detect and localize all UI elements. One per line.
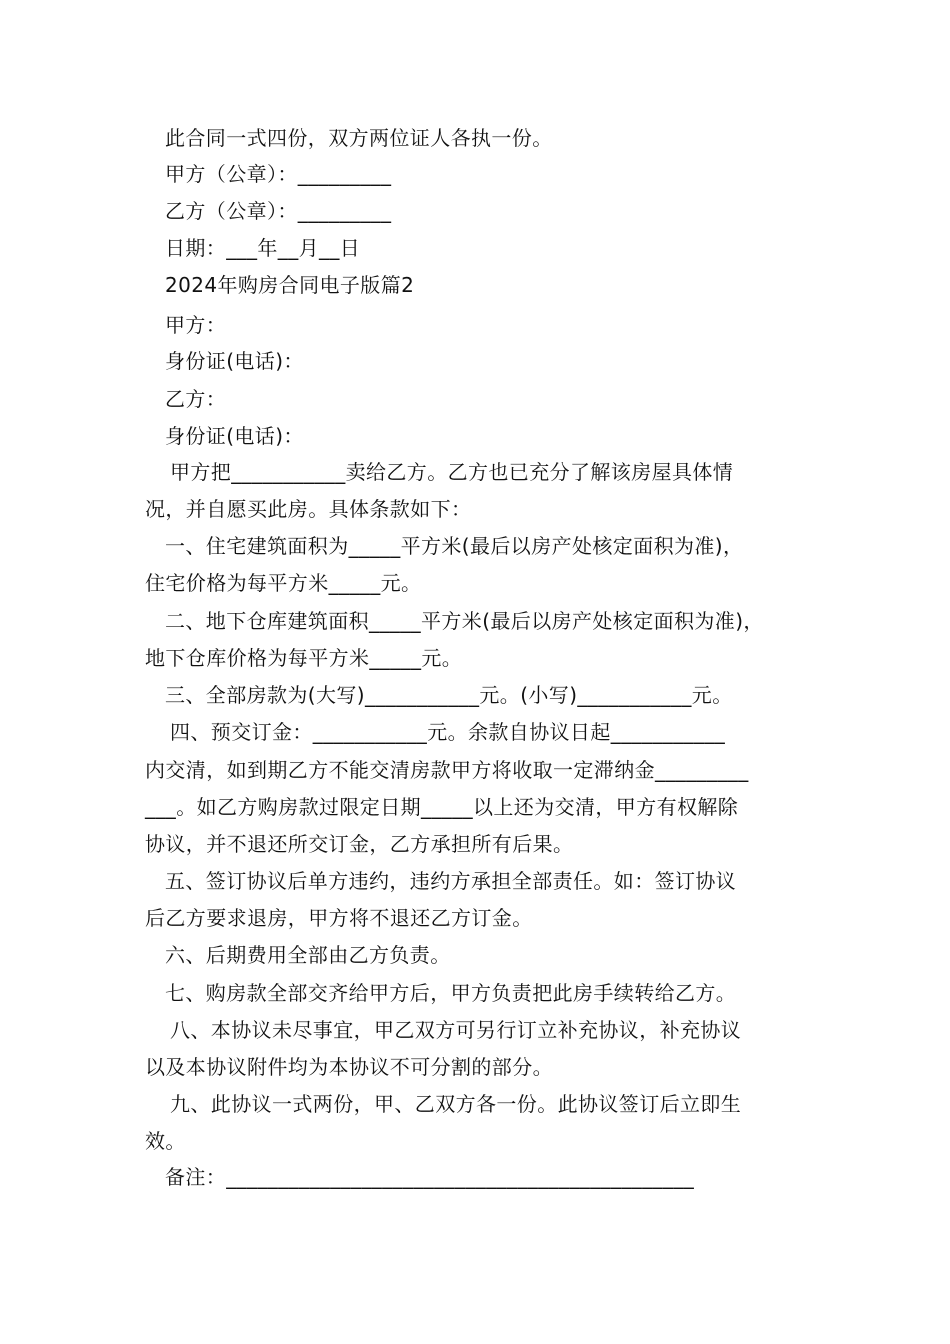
text-line: 日期：___年__月__日 xyxy=(165,236,361,260)
text-line: 五、签订协议后单方违约，违约方承担全部责任。如：签订协议 xyxy=(165,869,737,893)
text-line: 内交清，如到期乙方不能交清房款甲方将收取一定滞纳金_________ xyxy=(145,758,749,782)
text-line: 九、此协议一式两份，甲、乙双方各一份。此协议签订后立即生 xyxy=(170,1092,742,1116)
text-line: 甲方： xyxy=(165,313,227,337)
text-line: 六、后期费用全部由乙方负责。 xyxy=(165,943,451,967)
remarks-line: 备注：_____________________________________________ xyxy=(165,1165,695,1189)
text-line: 地下仓库价格为每平方米_____元。 xyxy=(145,646,463,670)
text-line: 身份证(电话)： xyxy=(165,424,304,448)
text-line: 八、本协议未尽事宜，甲乙双方可另行订立补充协议，补充协议 xyxy=(170,1018,742,1042)
text-line: 身份证(电话)： xyxy=(165,349,304,373)
text-line: 乙方（公章）：_________ xyxy=(165,199,392,223)
text-line: 七、购房款全部交齐给甲方后，甲方负责把此房手续转给乙方。 xyxy=(165,981,737,1005)
text-line: ___。如乙方购房款过限定日期_____以上还为交清，甲方有权解除 xyxy=(145,795,739,819)
text-line: 住宅价格为每平方米_____元。 xyxy=(145,571,422,595)
text-line: 效。 xyxy=(145,1129,186,1153)
text-line: 以及本协议附件均为本协议不可分割的部分。 xyxy=(145,1055,553,1079)
text-line: 此合同一式四份，双方两位证人各执一份。 xyxy=(165,126,553,150)
text-line: 协议，并不退还所交订金，乙方承担所有后果。 xyxy=(145,832,574,856)
text-line: 后乙方要求退房，甲方将不退还乙方订金。 xyxy=(145,906,533,930)
text-line: 一、住宅建筑面积为_____平方米(最后以房产处核定面积为准)， xyxy=(165,534,744,558)
section-heading: 2024年购房合同电子版篇2 xyxy=(165,273,415,297)
text-line: 三、全部房款为(大写)___________元。(小写)___________元。 xyxy=(165,683,733,707)
text-line: 甲方把___________卖给乙方。乙方也已充分了解该房屋具体情 xyxy=(170,460,734,484)
text-line: 乙方： xyxy=(165,387,227,411)
text-line: 甲方（公章）：_________ xyxy=(165,162,392,186)
text-line: 况，并自愿买此房。具体条款如下： xyxy=(145,497,472,521)
text-line: 四、预交订金：___________元。余款自协议日起___________ xyxy=(170,720,726,744)
text-line: 二、地下仓库建筑面积_____平方米(最后以房产处核定面积为准)， xyxy=(165,609,764,633)
